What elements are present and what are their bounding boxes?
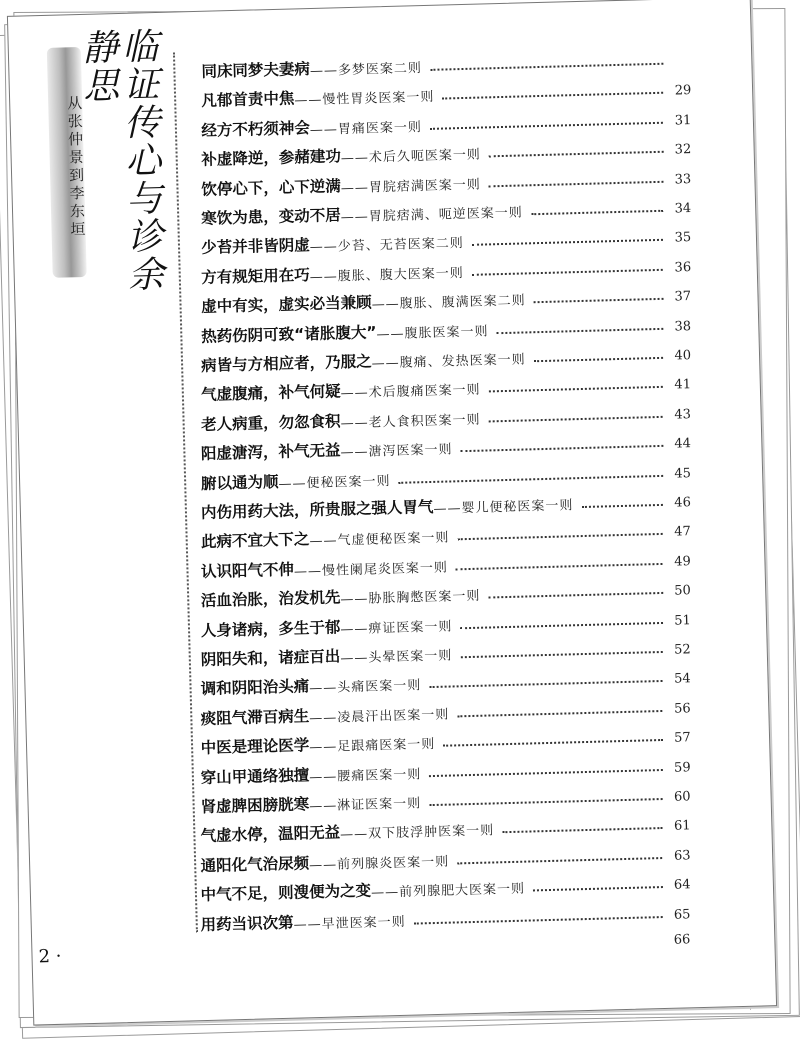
toc-leader-dots	[581, 503, 663, 508]
toc-entry-dash: ——	[340, 209, 370, 226]
toc-entry-case: 老人食积医案一则	[368, 412, 481, 431]
toc-entry-dash: ——	[293, 563, 323, 580]
book-subtitle: 从张仲景到李东垣	[65, 94, 87, 240]
toc-entry-page: 36	[674, 259, 692, 276]
toc-entry-title: 凡郁首责中焦	[201, 89, 295, 111]
toc-leader-dots	[460, 621, 662, 629]
toc-entry-dash: ——	[340, 621, 369, 637]
toc-entry-case: 凌晨汗出医案一则	[337, 707, 450, 726]
toc-entry-case: 痹证医案一则	[368, 619, 453, 637]
toc-entry-case: 慢性胃炎医案一则	[322, 90, 435, 109]
toc-entry-dash: ——	[309, 798, 338, 815]
toc-entry-dash: ——	[340, 385, 369, 402]
toc-entry-title: 此病不宜大下之	[200, 530, 310, 552]
toc-leader-dots	[534, 356, 664, 362]
toc-entry-title: 调和阴阳治头痛	[200, 677, 310, 699]
toc-entry-dash: ——	[309, 769, 338, 785]
toc-entry-page: 44	[674, 436, 692, 452]
toc-entry-case: 腹胀医案一则	[404, 324, 489, 342]
toc-page	[7, 0, 777, 1026]
toc-entry-title: 中医是理论医学	[200, 736, 310, 758]
toc-entry-case: 前列腺炎医案一则	[336, 854, 450, 873]
toc-entry-dash: ——	[309, 739, 338, 756]
toc-leader-dots	[502, 826, 662, 833]
toc-leader-dots	[472, 268, 663, 276]
toc-leader-dots	[443, 738, 662, 747]
toc-entry-title: 穿山甲通络独擅	[200, 765, 310, 787]
toc-entry-title: 老人病重，勿忽食积	[200, 412, 341, 434]
toc-entry-title: 病皆与方相应者，乃服之	[200, 352, 372, 375]
toc-leader-dots	[429, 679, 662, 688]
toc-entry-page: 29	[674, 83, 692, 99]
toc-entry-dash: ——	[371, 355, 400, 372]
toc-entry-case: 多梦医案二则	[337, 61, 423, 79]
toc-entry-title: 人身诸病，多生于郁	[200, 617, 341, 640]
toc-leader-dots	[430, 121, 663, 130]
toc-leader-dots	[429, 797, 662, 806]
toc-entry-page: 31	[674, 112, 692, 129]
toc-entry-case: 胃脘痞满医案一则	[368, 177, 482, 196]
toc-leader-dots	[399, 473, 663, 483]
toc-entry-title: 气虚水停，温阳无益	[200, 823, 341, 846]
toc-entry-dash: ——	[340, 444, 369, 461]
toc-entry-case: 术后久呃医案一则	[368, 147, 482, 166]
toc-entry-title: 认识阳气不伸	[200, 560, 295, 581]
toc-entry-dash: ——	[309, 122, 339, 138]
toc-entry-title: 经方不朽须神会	[201, 118, 311, 140]
toc-entry-case: 头痛医案一则	[337, 678, 422, 696]
toc-leader-dots	[488, 591, 662, 599]
book-banner	[38, 23, 166, 326]
toc-entry-page: 54	[673, 671, 691, 688]
toc-entry-page: 34	[674, 201, 692, 217]
toc-entry-case: 慢性阑尾炎医案一则	[321, 560, 449, 579]
toc-entry-case: 胁胀胸憋医案一则	[368, 588, 481, 607]
toc-leader-dots	[489, 415, 663, 423]
toc-entry-dash: ——	[370, 885, 400, 901]
table-of-contents	[200, 43, 692, 948]
toc-leader-dots	[430, 62, 663, 71]
toc-entry-dash: ——	[309, 239, 338, 256]
toc-entry-case: 头晕医案一则	[368, 648, 453, 666]
toc-entry-dash: ——	[339, 827, 369, 843]
toc-leader-dots	[497, 326, 664, 333]
toc-leader-dots	[429, 768, 662, 777]
toc-entry-dash: ——	[376, 326, 405, 342]
toc-entry-page: 50	[674, 583, 691, 599]
toc-entry-dash: ——	[340, 150, 370, 167]
toc-entry-page: 65	[673, 906, 691, 923]
toc-leader-dots	[442, 91, 663, 100]
toc-entry-title: 肾虚脾困膀胱寒	[200, 795, 310, 817]
toc-entry-case: 早泄医案一则	[321, 914, 406, 932]
toc-leader-dots	[457, 532, 662, 540]
toc-entry-dash: ——	[293, 916, 322, 933]
toc-entry-case: 腹痛、发热医案一则	[399, 352, 526, 371]
toc-entry-case: 双下肢浮肿医案一则	[367, 823, 495, 843]
toc-entry-dash: ——	[278, 475, 307, 492]
toc-entry-title: 同床同梦夫妻病	[201, 60, 311, 81]
toc-entry-page: 61	[673, 818, 691, 835]
toc-last-page-number: 66	[673, 932, 691, 948]
toc-entry-title: 中气不足，则溲便为之变	[200, 881, 372, 905]
toc-entry-page	[670, 69, 692, 70]
toc-entry-dash: ——	[371, 296, 400, 313]
toc-leader-dots	[531, 209, 664, 215]
toc-entry-title: 方有规矩用在巧	[200, 265, 310, 287]
toc-entry-page: 41	[674, 377, 692, 393]
toc-entry-page: 33	[674, 171, 692, 188]
toc-entry-dash: ——	[433, 501, 462, 517]
toc-entry-page: 56	[673, 701, 691, 717]
toc-entry-title: 饮停心下，心下逆满	[201, 176, 342, 199]
toc-entry-page: 59	[673, 759, 691, 776]
toc-entry-page: 37	[674, 289, 692, 305]
toc-leader-dots	[461, 444, 663, 452]
toc-entry-case: 婴儿便秘医案一则	[461, 498, 574, 517]
toc-entry-page: 43	[674, 406, 692, 423]
toc-entry-page: 38	[674, 318, 692, 335]
toc-entry-title: 热药伤阴可致“诸胀腹大”	[200, 322, 377, 346]
toc-entry-dash: ——	[294, 93, 323, 109]
toc-entry-page: 63	[673, 848, 691, 864]
toc-entry-dash: ——	[340, 415, 369, 432]
toc-entry-case: 胃脘痞满、呃逆医案一则	[368, 205, 523, 225]
toc-leader-dots	[489, 385, 663, 393]
toc-entry-case: 溏泻医案一则	[368, 442, 453, 460]
toc-entry-page: 57	[673, 730, 691, 746]
page-folio: 2 ·	[38, 945, 62, 968]
toc-entry-page: 64	[673, 877, 691, 893]
toc-leader-dots	[489, 150, 663, 158]
toc-leader-dots	[489, 179, 663, 187]
toc-entry-case: 胃痛医案一则	[337, 119, 423, 138]
toc-entry-title: 虚中有实，虚实必当兼顾	[200, 293, 372, 317]
toc-entry-title: 用药当识次第	[200, 913, 294, 934]
toc-entry-title: 痰阻气滞百病生	[200, 707, 310, 728]
toc-entry-page: 32	[674, 142, 692, 158]
toc-leader-dots	[534, 297, 664, 303]
toc-entry-case: 前列腺肥大医案一则	[398, 881, 526, 901]
toc-leader-dots	[457, 856, 662, 864]
toc-entry-title: 少苔并非皆阴虚	[201, 236, 310, 258]
toc-leader-dots	[457, 709, 662, 717]
toc-entry-page: 40	[674, 348, 692, 364]
toc-entry-title: 阴阳失和，诸症百出	[200, 647, 341, 670]
toc-entry-page: 49	[674, 553, 692, 570]
toc-entry-case: 淋证医案一则	[337, 796, 422, 814]
toc-entry-case: 腹胀、腹大医案一则	[337, 265, 464, 285]
toc-entry-page: 46	[674, 495, 692, 511]
book-title-calligraphy: 临证传心与诊余静思	[76, 26, 165, 294]
toc-entry-dash: ——	[340, 591, 369, 608]
toc-entry-case: 足跟痛医案一则	[337, 737, 436, 755]
toc-leader-dots	[456, 562, 663, 570]
toc-entry-dash: ——	[309, 533, 338, 550]
toc-entry-dash: ——	[309, 269, 338, 285]
toc-entry-title: 阳虚溏泻，补气无益	[200, 441, 341, 464]
toc-entry-page: 51	[674, 612, 691, 629]
toc-entry-case: 气虚便秘医案一则	[337, 530, 450, 549]
toc-entry-case: 少苔、无苔医案二则	[337, 236, 464, 255]
toc-entry-title: 通阳化气治尿频	[200, 854, 310, 875]
toc-entry-case: 术后腹痛医案一则	[368, 383, 481, 401]
toc-entry-dash: ——	[308, 857, 338, 874]
toc-leader-dots	[533, 885, 663, 891]
toc-leader-dots	[460, 650, 662, 658]
toc-entry-title: 寒饮为患，变动不居	[201, 206, 341, 228]
toc-entry-dash: ——	[340, 180, 370, 196]
toc-entry-title: 活血治胀，治发机先	[200, 588, 341, 611]
toc-entry-title: 内伤用药大法，所贵服之强人胃气	[200, 497, 434, 522]
toc-entry-page: 35	[674, 230, 692, 246]
toc-entry-case: 腰痛医案一则	[337, 766, 422, 785]
toc-entry-page: 52	[673, 642, 691, 658]
toc-entry-title: 气虚腹痛，补气何疑	[200, 382, 341, 405]
toc-entry-page: 47	[674, 524, 692, 541]
toc-entry-dash: ——	[309, 710, 338, 727]
page-divider	[173, 53, 198, 933]
toc-entry-dash: ——	[340, 650, 369, 667]
toc-entry-title: 补虚降逆，参赭建功	[201, 147, 342, 170]
toc-entry-case: 腹胀、腹满医案二则	[399, 293, 526, 312]
toc-entry-page: 60	[673, 789, 691, 805]
toc-entry-title: 腑以通为顺	[200, 472, 279, 493]
toc-entry-case: 便秘医案一则	[306, 473, 391, 491]
toc-entry-dash: ——	[309, 63, 339, 79]
toc-entry-page: 45	[674, 465, 692, 482]
toc-leader-dots	[472, 238, 663, 246]
toc-entry-dash: ——	[309, 680, 338, 697]
